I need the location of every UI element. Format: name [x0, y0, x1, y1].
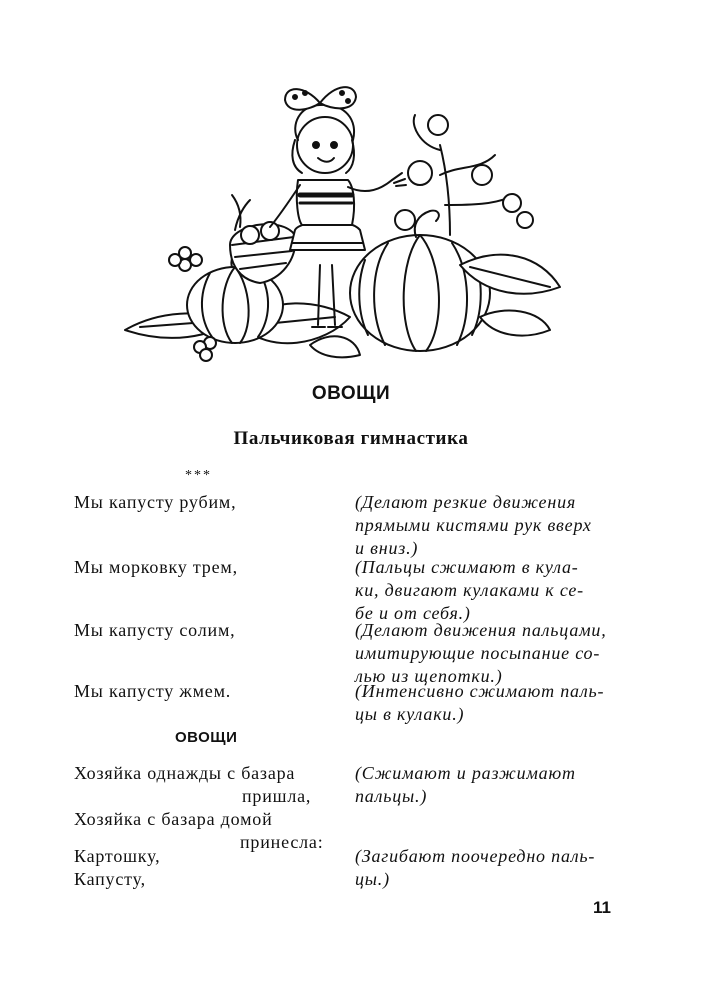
section-subtitle: Пальчиковая гимнастика	[233, 428, 469, 449]
poem-title: ОВОЩИ	[175, 729, 238, 746]
instruction-note: (Интенсивно сжимают паль- цы в кулаки.)	[355, 681, 605, 724]
verse-line: Мы капусту жмем.	[74, 681, 232, 701]
instruction-note: (Загибают поочередно паль- цы.)	[355, 846, 596, 889]
instruction-note: (Делают движения пальцами, имитирующие посыпание со- лью из щепотки.)	[355, 620, 607, 686]
poem-line: принесла:	[240, 832, 324, 852]
poem-line: Хозяйка с базара домой	[74, 809, 273, 829]
poem-stanza	[74, 762, 324, 854]
page-number: 11	[593, 898, 611, 917]
poem-stanza	[74, 845, 160, 891]
stars-divider: ***	[185, 468, 212, 483]
instruction-note: (Делают резкие движения прямыми кистями рук вверх и вниз.)	[355, 492, 592, 558]
verse-line: Мы капусту солим,	[74, 620, 236, 640]
verse-line: Мы капусту рубим,	[74, 492, 237, 512]
poem-line: Хозяйка однажды с базара	[74, 763, 296, 783]
poem-line: пришла,	[242, 786, 312, 806]
page-title: ОВОЩИ	[311, 383, 391, 404]
verse-line: Мы морковку трем,	[74, 557, 238, 577]
poem-line: Картошку,	[74, 846, 161, 866]
poem-line: Капусту,	[74, 869, 146, 889]
girl-pumpkins-illustration	[120, 55, 570, 375]
instruction-note: (Пальцы сжимают в кула- ки, двигают кулаками к се- бе и от себя.)	[355, 557, 584, 623]
instruction-note: (Сжимают и разжимают пальцы.)	[355, 763, 576, 806]
